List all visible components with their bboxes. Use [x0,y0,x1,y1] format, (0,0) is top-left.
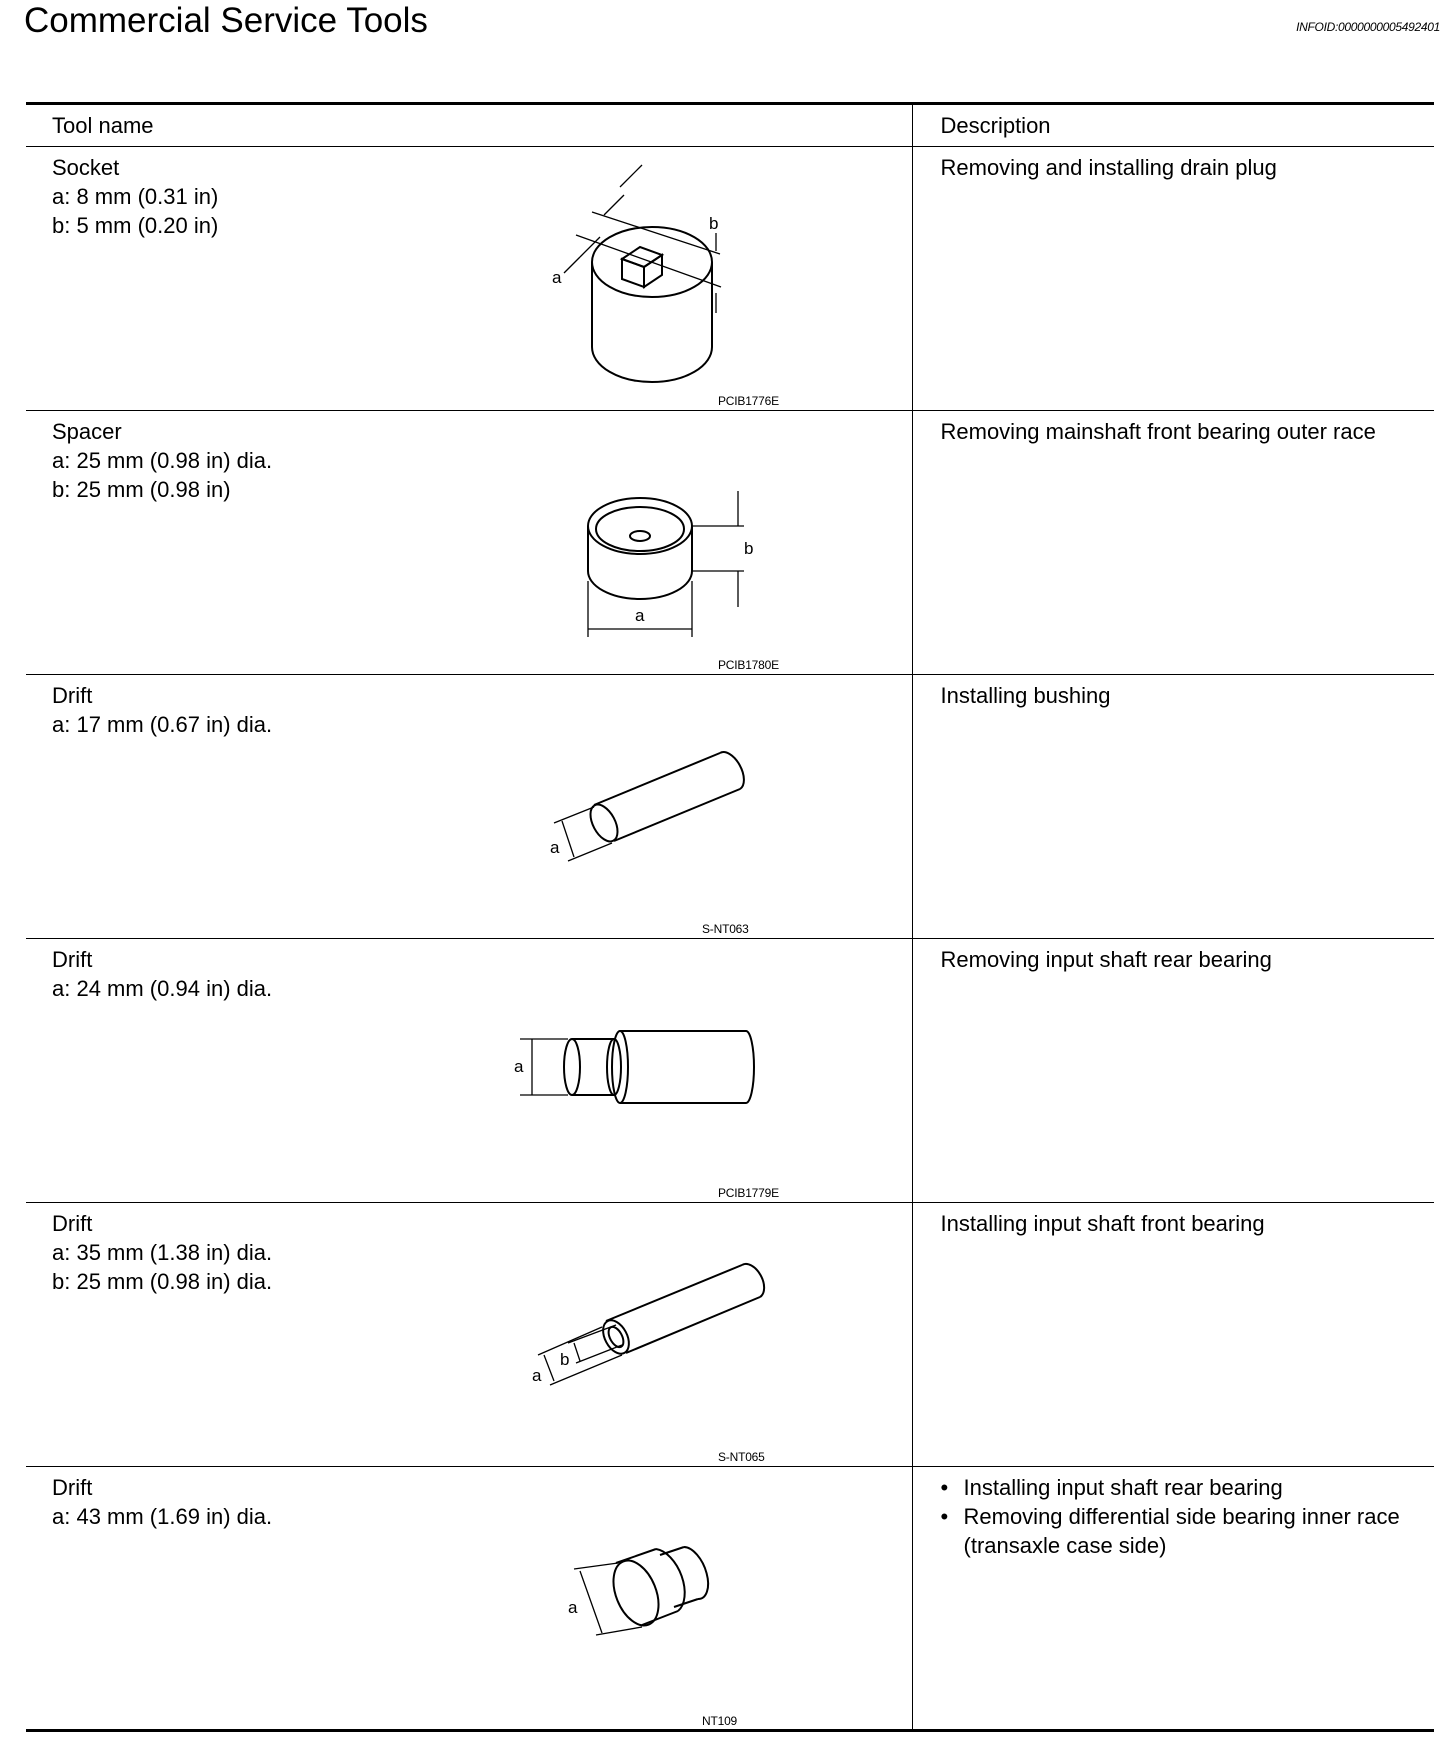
description-cell [912,1203,1434,1467]
tool-spec: a: 24 mm (0.94 in) dia. [52,976,273,1001]
figure-code: S-NT063 [702,922,749,936]
tool-spec: a: 43 mm (1.69 in) dia. [52,1504,273,1529]
tool-name-cell [26,411,912,675]
dimension-label: b [560,1350,570,1369]
tool-name: Spacer [52,419,122,444]
description-cell [912,939,1434,1203]
table-row [26,411,1434,675]
description-cell [912,411,1434,675]
tool-spec: b: 25 mm (0.98 in) dia. [52,1269,273,1294]
tool-description: Removing mainshaft front bearing outer race [940,419,1376,444]
table-row [26,147,1434,411]
description-cell [912,1467,1434,1731]
description-cell [912,675,1434,939]
tool-spec: a: 17 mm (0.67 in) dia. [52,712,273,737]
tool-spec: a: 25 mm (0.98 in) dia. [52,448,273,473]
tool-description: Removing input shaft rear bearing [940,947,1272,972]
info-id: INFOID:0000000005492401 [1296,20,1440,34]
dimension-label: b [709,214,719,233]
dimension-label: b [744,539,754,558]
tool-name-cell [26,1467,912,1731]
tool-spec: a: 8 mm (0.31 in) [52,184,219,209]
table-row [26,1203,1434,1467]
tool-spec: b: 25 mm (0.98 in) [52,477,231,502]
drift-illustration [546,675,876,937]
table-row [26,1467,1434,1731]
spacer-illustration [546,411,876,673]
table-row [26,939,1434,1203]
page-title: Commercial Service Tools [24,1,428,40]
tool-spec: a: 35 mm (1.38 in) dia. [52,1240,273,1265]
tool-description: Installing bushing [940,683,1111,708]
dimension-label: a [514,1057,524,1076]
dimension-label: a [552,268,562,287]
tool-name: Drift [52,1211,93,1236]
tool-name: Socket [52,155,120,180]
tool-name: Drift [52,947,93,972]
service-tools-table [26,102,1434,1732]
table-header-row [26,104,1434,147]
figure-code: PCIB1776E [718,394,779,408]
tool-spec: b: 5 mm (0.20 in) [52,213,219,238]
figure-code: NT109 [702,1714,738,1728]
drift-illustration [546,1467,876,1729]
description-cell [912,147,1434,411]
dimension-label: a [568,1598,578,1617]
tool-name-cell [26,939,912,1203]
dimension-label: a [550,838,560,857]
description-list [941,1473,1425,1560]
tool-name-cell [26,1203,912,1467]
column-header-tool-name: Tool name [26,104,912,147]
dimension-label: a [532,1366,542,1385]
column-header-description: Description [912,104,1434,147]
figure-code: PCIB1779E [718,1186,779,1200]
tool-name-cell [26,675,912,939]
tool-name-cell [26,147,912,411]
drift-illustration [514,939,876,1201]
figure-code: S-NT065 [718,1450,765,1464]
tool-description: Removing and installing drain plug [940,155,1277,180]
tool-name: Drift [52,683,93,708]
figure-code: PCIB1780E [718,658,779,672]
tool-description: Installing input shaft front bearing [940,1211,1265,1236]
dimension-label: a [635,606,645,625]
drift-illustration [532,1203,876,1465]
list-item: • Removing differential side bearing inner race (transaxle case side) [941,1502,1425,1560]
table-row [26,675,1434,939]
socket-illustration [546,147,876,409]
tool-name: Drift [52,1475,93,1500]
list-item: • Installing input shaft rear bearing [941,1473,1425,1502]
